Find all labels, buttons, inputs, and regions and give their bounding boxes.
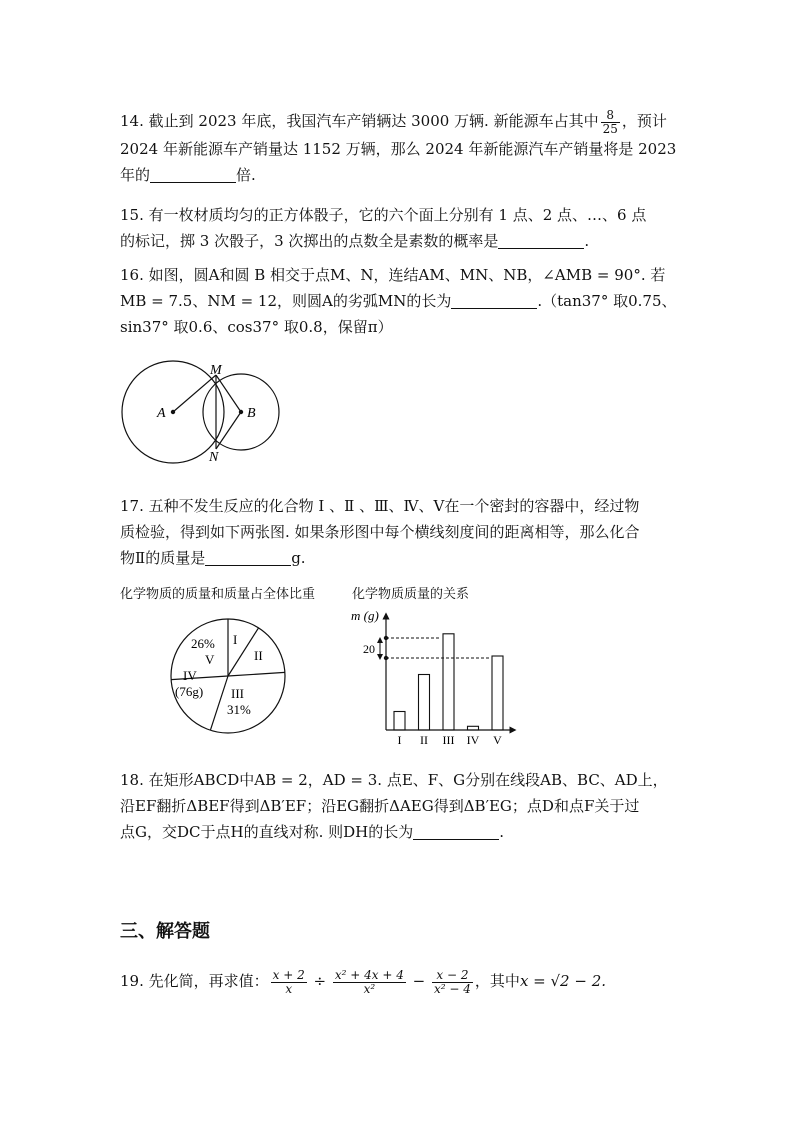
question-14: [120, 108, 680, 188]
pie-label-i: I: [233, 632, 238, 647]
bar-xlabel-I: I: [397, 733, 402, 747]
q17-line3: 物Ⅱ的质量是 g.: [120, 549, 306, 567]
bar-V: [492, 656, 503, 730]
tick-dot-top: [384, 636, 388, 640]
bar-xlabel-IV: IV: [466, 733, 480, 747]
pie-divider-IV: [210, 676, 228, 730]
question-16: [120, 262, 680, 340]
pie-divider-V: [171, 676, 228, 680]
label-n: N: [209, 450, 219, 465]
answer-blank: [205, 549, 291, 566]
bars: [394, 634, 503, 730]
q17-line1: 17. 五种不发生反应的化合物 Ⅰ 、Ⅱ 、Ⅲ、Ⅳ、Ⅴ在一个密封的容器中，经过物: [120, 497, 640, 515]
label-m: M: [210, 363, 222, 378]
question-15: [120, 202, 680, 254]
pie-label-iv-mass: (76g): [175, 684, 204, 699]
q14-line3: 年的 倍.: [120, 165, 256, 184]
pie-label-iii-pct: 31%: [227, 702, 251, 717]
fraction-1: $\frac{x + 2}{x}$: [272, 967, 305, 996]
q17-line2: 质检验，得到如下两张图. 如果条形图中每个横线刻度间的距离相等，那么化合: [120, 523, 640, 541]
q15-line1: 15. 有一枚材质均匀的正方体骰子，它的六个面上分别有 1 点、2 点、…、6 点: [120, 206, 647, 224]
label-b: B: [247, 406, 256, 421]
answer-blank: [498, 232, 584, 249]
center-a-dot: [171, 410, 175, 414]
q19-line: 19. 先化简，再求值： $\frac{x + 2}{x}$ ÷ $\frac{\text{x² + 4x + 4}}{\text{x²}}$ − $\frac{x - 2}{\text{x² − 4}}$ ，其中x = √2 − 2.: [120, 967, 607, 996]
q16-line2: MB = 7.5、NM = 12，则圆A的劣弧MN的长为 .（tan37° 取0.75、: [120, 292, 677, 310]
pie-label-ii: II: [254, 648, 263, 663]
bar-chart: [345, 600, 525, 750]
pie-label-iv: IV: [183, 668, 197, 683]
question-18: [120, 767, 680, 845]
pie-label-iii: III: [231, 686, 244, 701]
bar-x-labels: [398, 733, 503, 747]
fraction-8-25: $\frac{8}{25}$: [602, 107, 618, 136]
bar-xlabel-III: III: [442, 733, 455, 747]
q18-line1: 18. 在矩形ABCD中AB = 2，AD = 3. 点E、F、G分别在线段AB、BC、AD上，: [120, 771, 668, 789]
pie-divider-III: [228, 672, 285, 676]
bar-caption: 化学物质质量的关系: [352, 587, 470, 602]
q14-line2: 2024 年新能源车产销量达 1152 万辆，那么 2024 年新能源汽车产销量将是 2023: [120, 139, 677, 158]
segment-am: [173, 375, 216, 412]
bar-xlabel-V: V: [493, 733, 502, 747]
pie-caption: 化学物质的质量和质量占全体比重: [120, 587, 316, 602]
question-19: [120, 968, 720, 996]
segment-mb: [216, 375, 241, 412]
bar-tick-20: 20: [363, 642, 375, 656]
q18-line2: 沿EF翻折ΔBEF得到ΔB′EF；沿EG翻折ΔAEG得到ΔB′EG；点D和点F关于过: [120, 797, 640, 815]
q16-line1: 16. 如图，圆A和圆 B 相交于点M、N，连结AM、MN、NB，∠AMB = 90°. 若: [120, 266, 666, 284]
bar-II: [419, 675, 430, 731]
center-b-dot: [239, 410, 243, 414]
pie-label-v: V: [205, 652, 215, 667]
bar-xlabel-II: II: [420, 733, 428, 747]
q15-line2: 的标记，掷 3 次骰子，3 次掷出的点数全是素数的概率是 .: [120, 232, 590, 250]
q16-line3: sin37° 取0.6、cos37° 取0.8，保留π）: [120, 318, 393, 336]
fraction-2: $\frac{\text{x² + 4x + 4}}{\text{x²}}$: [334, 967, 404, 996]
section-heading: 三、解答题: [120, 921, 210, 942]
x-value: x = √2 − 2.: [519, 972, 607, 990]
pie-label-v-pct: 26%: [191, 636, 215, 651]
label-a: A: [157, 406, 166, 421]
segment-nb: [216, 412, 241, 449]
bar-ylabel: m (g): [351, 608, 379, 623]
bar-I: [394, 712, 405, 731]
answer-blank: [413, 823, 499, 840]
q18-line3: 点G，交DC于点H的直线对称. 则DH的长为 .: [120, 823, 504, 841]
answer-blank: [150, 166, 236, 183]
tick-dot-mid: [384, 656, 388, 660]
q14-line1: 14. 截止到 2023 年底，我国汽车产销辆达 3000 万辆. 新能源车占其中 $\frac{8}{25}$ ，预计: [120, 107, 667, 136]
question-17: [120, 493, 680, 571]
fraction-3: $\frac{x - 2}{\text{x² − 4}}$: [434, 967, 471, 996]
pie-chart: [165, 612, 295, 742]
bar-III: [443, 634, 454, 730]
circles-figure: [115, 360, 295, 470]
answer-blank: [451, 292, 537, 309]
